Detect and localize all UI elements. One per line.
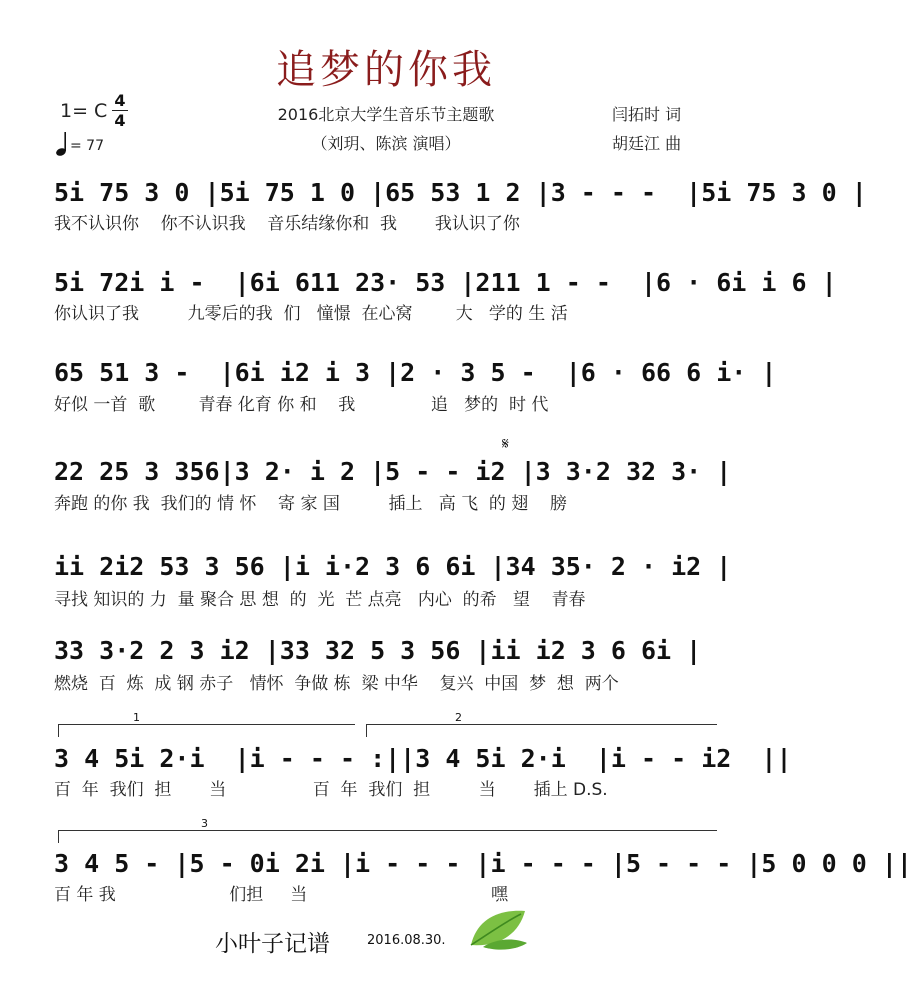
score-line-8-music: 3 4 5 - |5 - 0i 2i |i - - - |i - - - |5 - - - |5 0 0 0 || bbox=[54, 849, 912, 878]
subtitle: 2016北京大学生音乐节主题歌 bbox=[277, 105, 495, 124]
volta-bracket-2 bbox=[366, 711, 717, 737]
score-line-6-lyrics: 燃烧 百 炼 成 钢 赤子 情怀 争做 栋 梁 中华 复兴 中国 梦 想 两个 bbox=[54, 674, 619, 694]
volta-number-2: 2 bbox=[455, 711, 462, 724]
lyricist-credit: 闫拓时 词 bbox=[612, 105, 682, 124]
volta-bracket-1 bbox=[58, 711, 355, 737]
volta-number-3: 3 bbox=[201, 817, 208, 830]
time-signature-bottom: 4 bbox=[114, 111, 126, 130]
score-line-4-lyrics: 奔跑 的你 我 我们的 情 怀 寄 家 国 插上 高 飞 的 翅 膀 bbox=[54, 494, 567, 514]
score-line-5-lyrics: 寻找 知识的 力 量 聚合 思 想 的 光 芒 点亮 内心 的希 望 青春 bbox=[54, 590, 586, 610]
notation-credit: 小叶子记谱 bbox=[215, 931, 330, 957]
composer-credit: 胡廷江 曲 bbox=[612, 134, 682, 153]
score-line-2-music: 5i 72i i - |6i 611 23· 53 |211 1 - - |6 · 6i i 6 | bbox=[54, 268, 837, 297]
tempo-marking: = 77 bbox=[70, 138, 104, 154]
score-line-7-lyrics: 百 年 我们 担 当 百 年 我们 担 当 插上 D.S. bbox=[54, 780, 608, 800]
leaf-icon bbox=[465, 905, 531, 951]
volta-number-1: 1 bbox=[133, 711, 140, 724]
song-title: 追梦的你我 bbox=[276, 47, 496, 93]
score-line-7-music: 3 4 5i 2·i |i - - - :||3 4 5i 2·i |i - - i2 || bbox=[54, 744, 792, 773]
notation-date: 2016.08.30. bbox=[367, 933, 446, 948]
score-line-3-lyrics: 好似 一首 歌 青春 化育 你 和 我 追 梦的 时 代 bbox=[54, 395, 549, 415]
score-line-1-music: 5i 75 3 0 |5i 75 1 0 |65 53 1 2 |3 - - - |5i 75 3 0 | bbox=[54, 178, 867, 207]
score-line-2-lyrics: 你认识了我 九零后的我 们 憧憬 在心窝 大 学的 生 活 bbox=[54, 304, 568, 324]
time-signature-top: 4 bbox=[114, 91, 126, 110]
key-signature: 1= C bbox=[60, 100, 108, 122]
volta-bracket-3 bbox=[58, 817, 717, 843]
score-line-3-music: 65 51 3 - |6i i2 i 3 |2 · 3 5 - |6 · 66 6 i· | bbox=[54, 358, 777, 387]
score-line-5-music: ii 2i2 53 3 56 |i i·2 3 6 6i |34 35· 2 · i2 | bbox=[54, 552, 732, 581]
score-line-1-lyrics: 我不认识你 你不认识我 音乐结缘你和 我 我认识了你 bbox=[54, 214, 520, 234]
singers: （刘玥、陈滨 演唱） bbox=[311, 134, 461, 153]
score-line-6-music: 33 3·2 2 3 i2 |33 32 5 3 56 |ii i2 3 6 6i | bbox=[54, 636, 702, 665]
score-line-8-lyrics: 百 年 我 们担 当 嘿 bbox=[54, 885, 509, 905]
segno-sign: 𝄋 bbox=[502, 434, 509, 453]
score-line-4-music: 22 25 3 356|3 2· i 2 |5 - - i2 |3 3·2 32 3· | bbox=[54, 457, 732, 486]
